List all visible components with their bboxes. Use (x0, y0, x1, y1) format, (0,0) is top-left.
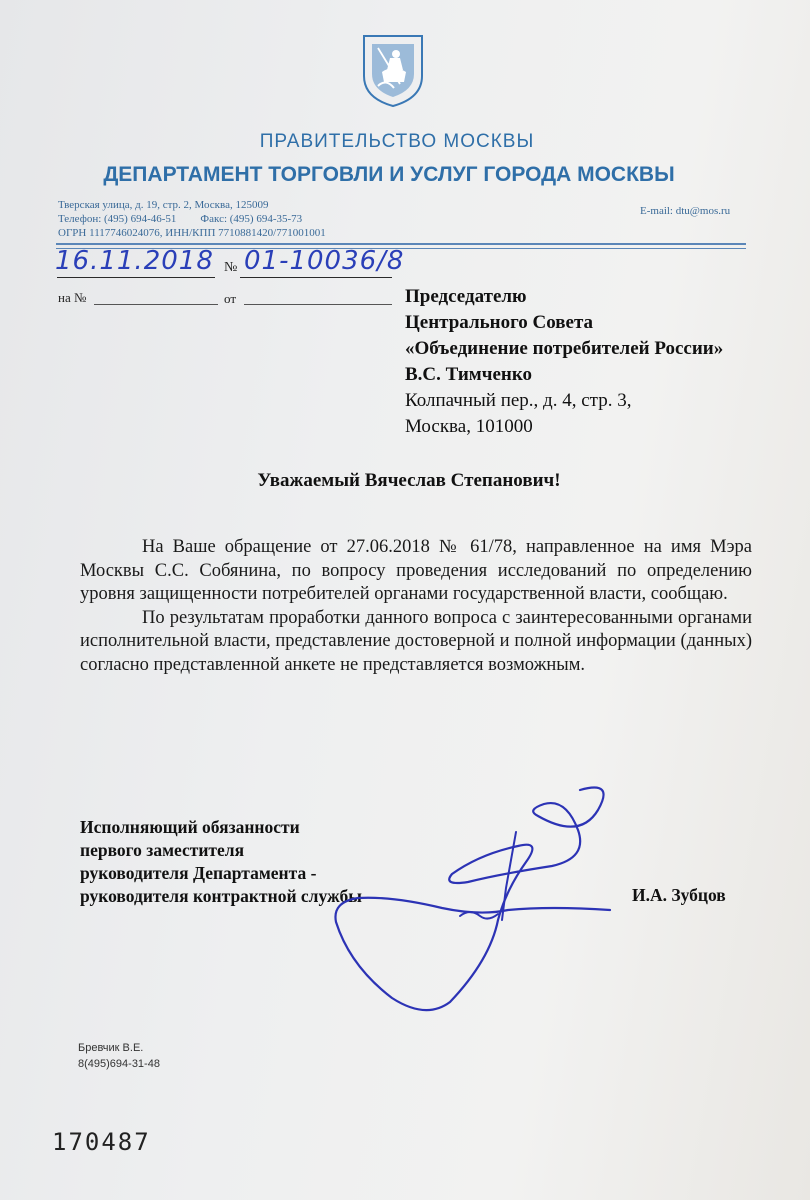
addressee-street: Колпачный пер., д. 4, стр. 3, (405, 390, 632, 411)
signatory-title-line2: первого заместителя (80, 840, 245, 860)
government-title: ПРАВИТЕЛЬСТВО МОСКВЫ (259, 131, 535, 152)
moscow-coat-of-arms-icon (360, 32, 426, 108)
signatory-title-line3: руководителя Департамента - (80, 863, 317, 883)
letterhead-email: E-mail: dtu@mos.ru (640, 205, 731, 217)
letter-body (80, 536, 752, 677)
addressee-line1: Председателю (405, 286, 527, 307)
handwritten-date: 16.11.2018 (55, 246, 214, 276)
addressee-name: В.С. Тимченко (405, 364, 533, 385)
letterhead-phone-fax (58, 212, 326, 226)
signatory-name: И.А. Зубцов (632, 885, 726, 905)
letterhead-address: Тверская улица, д. 19, стр. 2, Москва, 125009 (58, 199, 269, 211)
body-paragraph-1: На Ваше обращение от 27.06.2018 № 61/78, направленное на имя Мэра Москвы С.С. Собянина, по вопросу проведения исследований по определению уровня защищенности потребителей органами государственной власти, сообщаю. (80, 537, 752, 604)
date-underline (57, 277, 215, 278)
signatory-title-line1: Исполняющий обязанности (80, 817, 300, 837)
addressee-city: Москва, 101000 (405, 416, 533, 437)
salutation: Уважаемый Вячеслав Степанович! (257, 470, 561, 491)
letterhead-divider (56, 243, 746, 245)
from-line (244, 304, 392, 305)
signatory-title (80, 816, 362, 908)
from-label: от (224, 291, 237, 306)
addressee-block (405, 284, 723, 440)
in-reply-label: на № (58, 290, 87, 305)
executor-name: Бревчик В.Е. (78, 1042, 144, 1054)
signatory-title-line4: руководителя контрактной службы (80, 886, 362, 906)
handwritten-signature (330, 770, 640, 1030)
in-reply-line (94, 304, 218, 305)
letterhead-registry: ОГРН 1117746024076, ИНН/КПП 7710881420/771001001 (58, 227, 326, 239)
executor-info (78, 1040, 160, 1072)
number-label: № (224, 260, 238, 275)
handwritten-reg-number: 01-10036/8 (244, 246, 405, 276)
letterhead-contacts (58, 198, 326, 240)
number-underline (240, 277, 392, 278)
addressee-line3: «Объединение потребителей России» (405, 338, 724, 359)
addressee-line2: Центрального Совета (405, 312, 594, 333)
body-paragraph-2: По результатам проработки данного вопроса с заинтересованными органами исполнительной власти, представление достоверной и полной информации (данных) согласно представленной анкете не представляется возможным. (80, 607, 752, 675)
serial-number: 170487 (52, 1128, 151, 1156)
department-title: ДЕПАРТАМЕНТ ТОРГОВЛИ И УСЛУГ ГОРОДА МОСКВЫ (103, 163, 675, 186)
letterhead-phone: Телефон: (495) 694-46-51 (58, 213, 177, 225)
executor-phone: 8(495)694-31-48 (78, 1058, 160, 1070)
letterhead-fax: Факс: (495) 694-35-73 (200, 213, 303, 225)
